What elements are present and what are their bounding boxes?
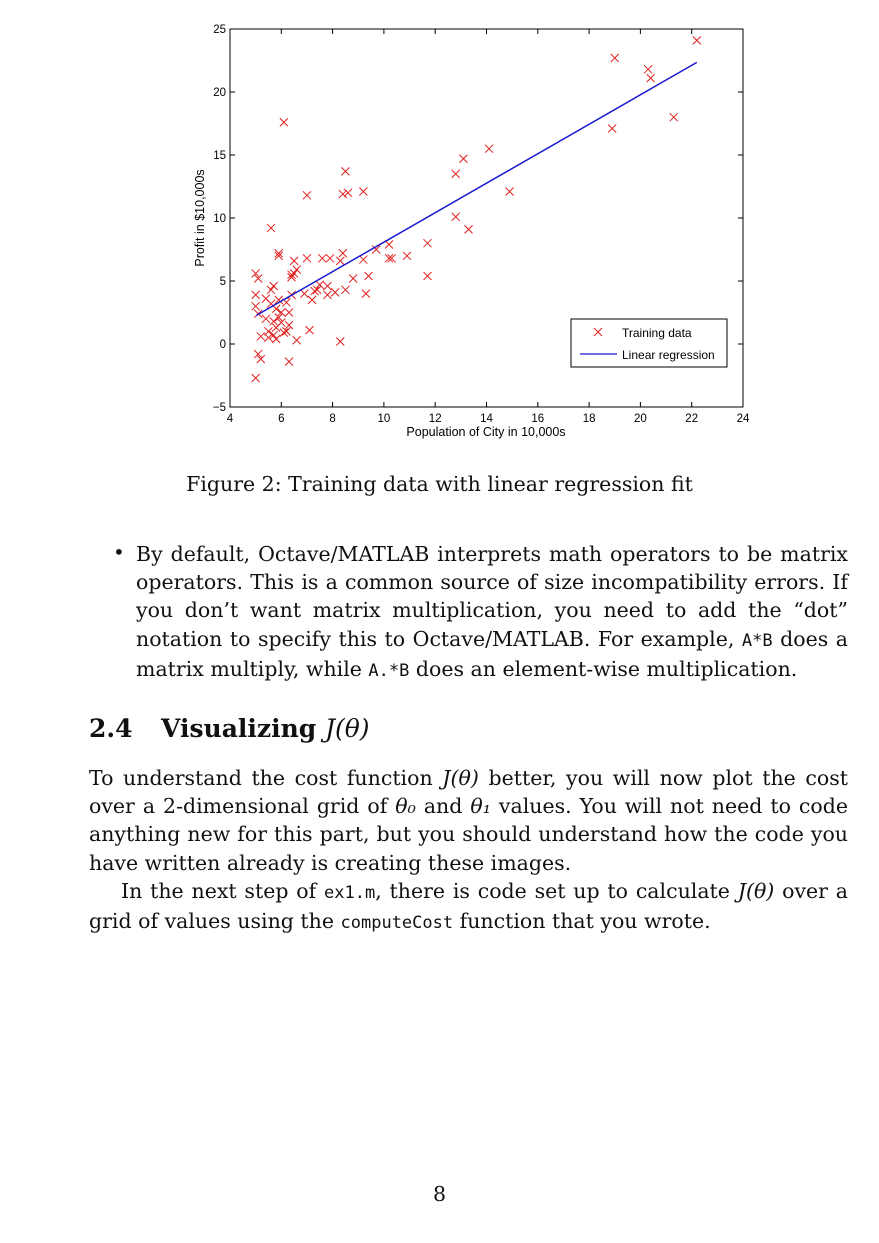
p1-text-4: values. You will not need to code anything new for this part, but you should understand how the code you have written already is creating these images.: [89, 794, 848, 875]
p2-text-3: over a grid of values using the: [89, 879, 848, 934]
y-tick-label: 25: [213, 24, 226, 36]
x-tick-label: 14: [480, 413, 493, 425]
paragraph-2: [89, 877, 848, 937]
x-tick-label: 18: [582, 413, 596, 425]
page-number: 8: [432, 1182, 447, 1206]
x-tick-label: 12: [428, 413, 442, 425]
x-tick-label: 22: [685, 413, 699, 425]
p1-text-2: better, you will now plot the cost over a 2-dimensional grid of: [89, 766, 848, 819]
figure-2-chart: [180, 14, 760, 444]
section-number: 2.4: [89, 714, 133, 743]
x-tick-label: 8: [329, 413, 336, 425]
code-ex1-m: ex1.m: [324, 883, 376, 903]
p2-text-1: In the next step of: [121, 879, 324, 903]
x-axis-label: Population of City in 10,000s: [406, 425, 566, 439]
bullet-text-3: does an element-wise multiplication.: [409, 656, 798, 681]
x-tick-label: 6: [278, 413, 285, 425]
x-tick-label: 16: [531, 413, 545, 425]
figure-caption: Figure 2: Training data with linear regression fit: [186, 472, 693, 496]
bullet-text-2: does a matrix multiply, while: [136, 626, 848, 681]
p2-math-j-theta: J(θ): [737, 879, 775, 903]
y-tick-label: 15: [213, 150, 226, 162]
p1-text-1: To understand the cost function: [89, 766, 443, 790]
code-compute-cost: computeCost: [340, 913, 454, 934]
bullet-marker: •: [113, 540, 125, 564]
p1-math-theta0: θ₀: [395, 794, 416, 819]
legend-label-regression: Linear regression: [622, 348, 715, 362]
bullet-paragraph: [136, 540, 848, 685]
x-tick-label: 20: [634, 413, 647, 425]
code-a-dot-times-b: A.*B: [368, 660, 410, 681]
x-tick-label: 10: [377, 413, 391, 425]
legend: [571, 319, 727, 367]
y-tick-label: 0: [219, 339, 226, 351]
p1-math-j-theta: J(θ): [442, 766, 479, 790]
bullet-text-1: By default, Octave/MATLAB interprets math operators to be matrix operators. This is a common source of size incompatibility errors. If you don’t want matrix multiplication, you need to add the “dot” notation to specify this to Octave/MATLAB. For example,: [136, 542, 848, 651]
x-tick-label: 24: [736, 413, 750, 425]
p1-math-theta1: θ₁: [470, 794, 491, 819]
section-heading: [89, 714, 370, 743]
y-axis-label: Profit in $10,000s: [193, 169, 207, 267]
section-title-math: J(θ): [324, 714, 370, 743]
y-tick-label: −5: [212, 402, 226, 414]
y-tick-label: 10: [213, 213, 226, 225]
x-tick-label: 4: [226, 413, 234, 425]
p2-text-2: , there is code set up to calculate: [375, 879, 738, 903]
p2-text-4: function that you wrote.: [453, 909, 711, 934]
section-title: Visualizing: [161, 714, 325, 743]
paragraph-1: [89, 764, 848, 877]
y-tick-label: 5: [219, 276, 226, 288]
p1-text-3: and: [415, 794, 471, 819]
code-a-times-b: A*B: [741, 630, 773, 651]
legend-label-training: Training data: [622, 326, 692, 340]
y-tick-label: 20: [213, 87, 226, 99]
